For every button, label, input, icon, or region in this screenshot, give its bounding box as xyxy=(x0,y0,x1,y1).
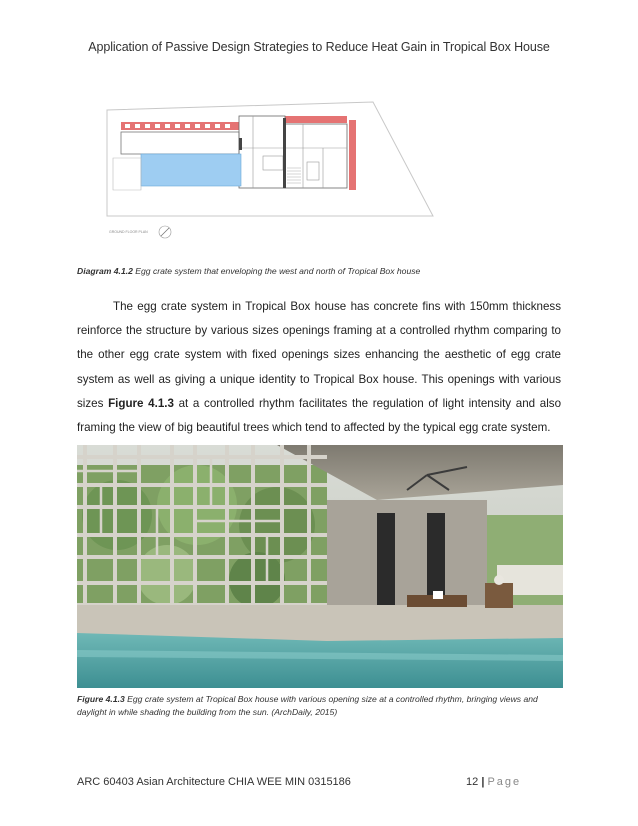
page-number: 12 xyxy=(466,776,479,788)
figure-caption-text: Egg crate system at Tropical Box house with various opening size at a controlled rhythm, bringing views and daylight in while shading the building from the sun. (ArchDaily, 2015) xyxy=(77,694,538,718)
page-separator: | xyxy=(481,776,485,788)
figure-caption xyxy=(77,693,563,720)
figure-reference: Figure 4.1.3 xyxy=(108,396,174,410)
egg-crate-west-band xyxy=(349,120,356,190)
footer-page-indicator xyxy=(466,776,521,788)
figure-caption-label: Figure 4.1.3 xyxy=(77,694,125,704)
running-header: Application of Passive Design Strategies to Reduce Heat Gain in Tropical Box House xyxy=(88,40,550,54)
footer-course-info: ARC 60403 Asian Architecture CHIA WEE MIN 0315186 xyxy=(77,776,351,788)
pool-area xyxy=(141,154,241,186)
plan-label: GROUND FLOOR PLAN xyxy=(109,230,148,234)
page-word: Page xyxy=(487,776,522,788)
body-paragraph xyxy=(77,295,561,440)
diagram-caption-text: Egg crate system that enveloping the west and north of Tropical Box house xyxy=(135,266,421,276)
diagram-caption-label: Diagram 4.1.2 xyxy=(77,266,133,276)
paragraph-text-1: The egg crate system in Tropical Box house has concrete fins with 150mm thickness reinforce the structure by various sizes openings framing at a controlled rhythm comparing to the other egg crate system with fixed openings sizes enhancing the aesthetic of egg crate system as well as giving a unique identity to Tropical Box house. This openings with various sizes xyxy=(77,300,561,410)
paragraph-text-2: at a controlled rhythm facilitates the regulation of light intensity and also framing the view of big beautiful trees which tend to affected by the typical egg crate system. xyxy=(77,396,562,435)
diagram-caption xyxy=(77,266,597,276)
north-arrow-icon xyxy=(159,226,171,238)
egg-crate-north-band-2 xyxy=(285,116,347,123)
egg-crate-photo xyxy=(77,445,563,688)
ground-floor-plan-diagram xyxy=(103,98,438,248)
